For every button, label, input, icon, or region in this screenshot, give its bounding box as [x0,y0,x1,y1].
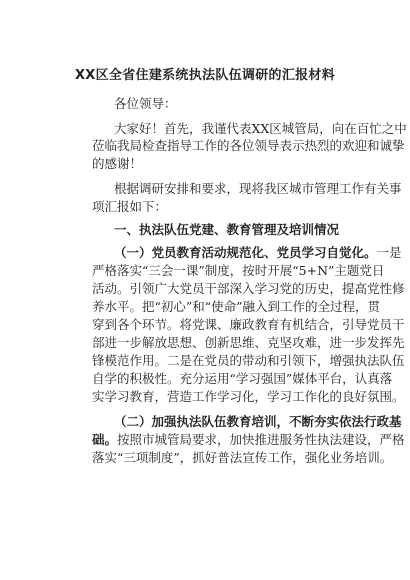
preface-line-2: 项汇报如下： [92,199,168,214]
document-title: XX区全省住建系统执法队伍调研的汇报材料 [74,68,336,83]
paragraph-line: 严格落实“三会一课”制度，按时开展“5+N”主题党日 [92,263,385,278]
paragraph-line: 活动。引领广大党员干部深入学习党的历史，提高党性修 [92,281,405,296]
subsection-1-text: 一是 [376,245,402,260]
paragraph-line: 落实“三项制度”，抓好普法宣传工作，强化业务培训。 [92,450,393,465]
subsection-2-heading-end: 础。 [92,432,118,447]
subsection-1-first-line [114,245,402,261]
section-1-heading: 一、执法队伍党建、教育管理及培训情况 [114,222,340,237]
intro-line-3: 的感谢！ [92,156,143,171]
subsection-2-text: 按照市城管局要求，加快推进服务性执法建设，严格 [117,432,405,447]
paragraph-line: 部进一步解放思想、创新思维、克坚攻难，进一步发挥先 [92,335,405,350]
salutation: 各位领导： [114,96,177,111]
paragraph-line: 养水平。把“初心”和“使命”融入到工作的全过程，贯 [92,299,381,314]
subsection-2-heading: （二）加强执法队伍教育培训，不断夯实依法行政基 [114,414,402,429]
subsection-1-heading: （一）党员教育活动规范化、党员学习自觉化。 [114,245,377,260]
intro-line-1: 大家好！首先，我谨代表XX区城管局，向在百忙之中 [114,121,407,136]
paragraph-line: 实学习教育，营造工作学习化，学习工作化的良好氛围。 [92,389,405,404]
paragraph-line: 穿到各个环节。将党课、廉政教育有机结合，引导党员干 [92,317,405,332]
paragraph-line: 自学的积极性。充分运用“学习强国”媒体平台，认真落 [92,371,393,386]
preface-line-1: 根据调研安排和要求，现将我区城市管理工作有关事 [114,181,402,196]
subsection-2-line [92,432,405,448]
paragraph-line: 锋模范作用。二是在党员的带动和引领下，增强执法队伍 [92,353,405,368]
intro-line-2: 莅临我局检查指导工作的各位领导表示热烈的欢迎和诚挚 [92,138,405,153]
